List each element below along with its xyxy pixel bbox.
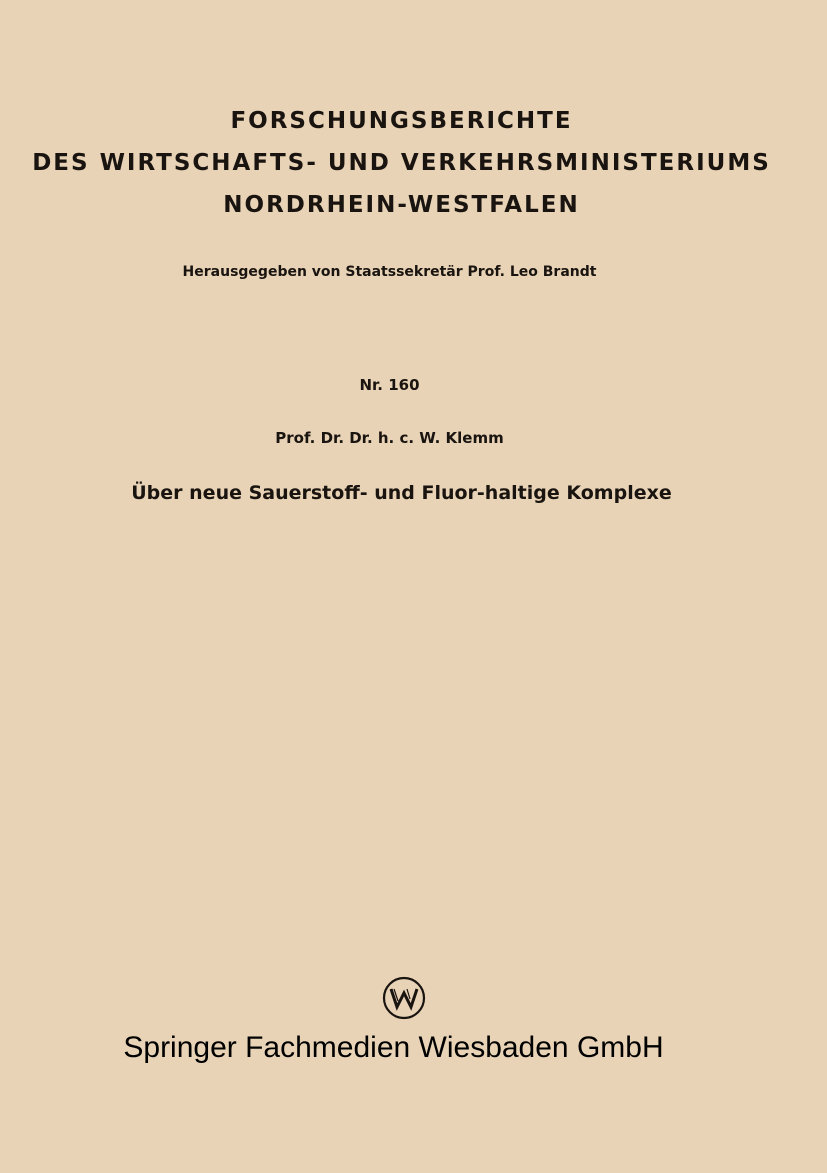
publisher-imprint: Springer Fachmedien Wiesbaden GmbH [123, 1031, 664, 1064]
author-name: Prof. Dr. Dr. h. c. W. Klemm [275, 429, 504, 447]
book-title: Über neue Sauerstoff- und Fluor-haltige Komplexe [131, 482, 672, 504]
series-title [0, 100, 827, 226]
volume-number: Nr. 160 [359, 376, 420, 394]
series-title-line-3: NORDRHEIN-WESTFALEN [223, 192, 580, 218]
series-title-line-1: FORSCHUNGSBERICHTE [230, 108, 573, 134]
westdeutscher-verlag-w-logo-icon [382, 976, 426, 1020]
series-title-line-2: DES WIRTSCHAFTS- UND VERKEHRSMINISTERIUMS [32, 150, 771, 176]
editor-note: Herausgegeben von Staatssekretär Prof. Leo Brandt [182, 264, 597, 280]
